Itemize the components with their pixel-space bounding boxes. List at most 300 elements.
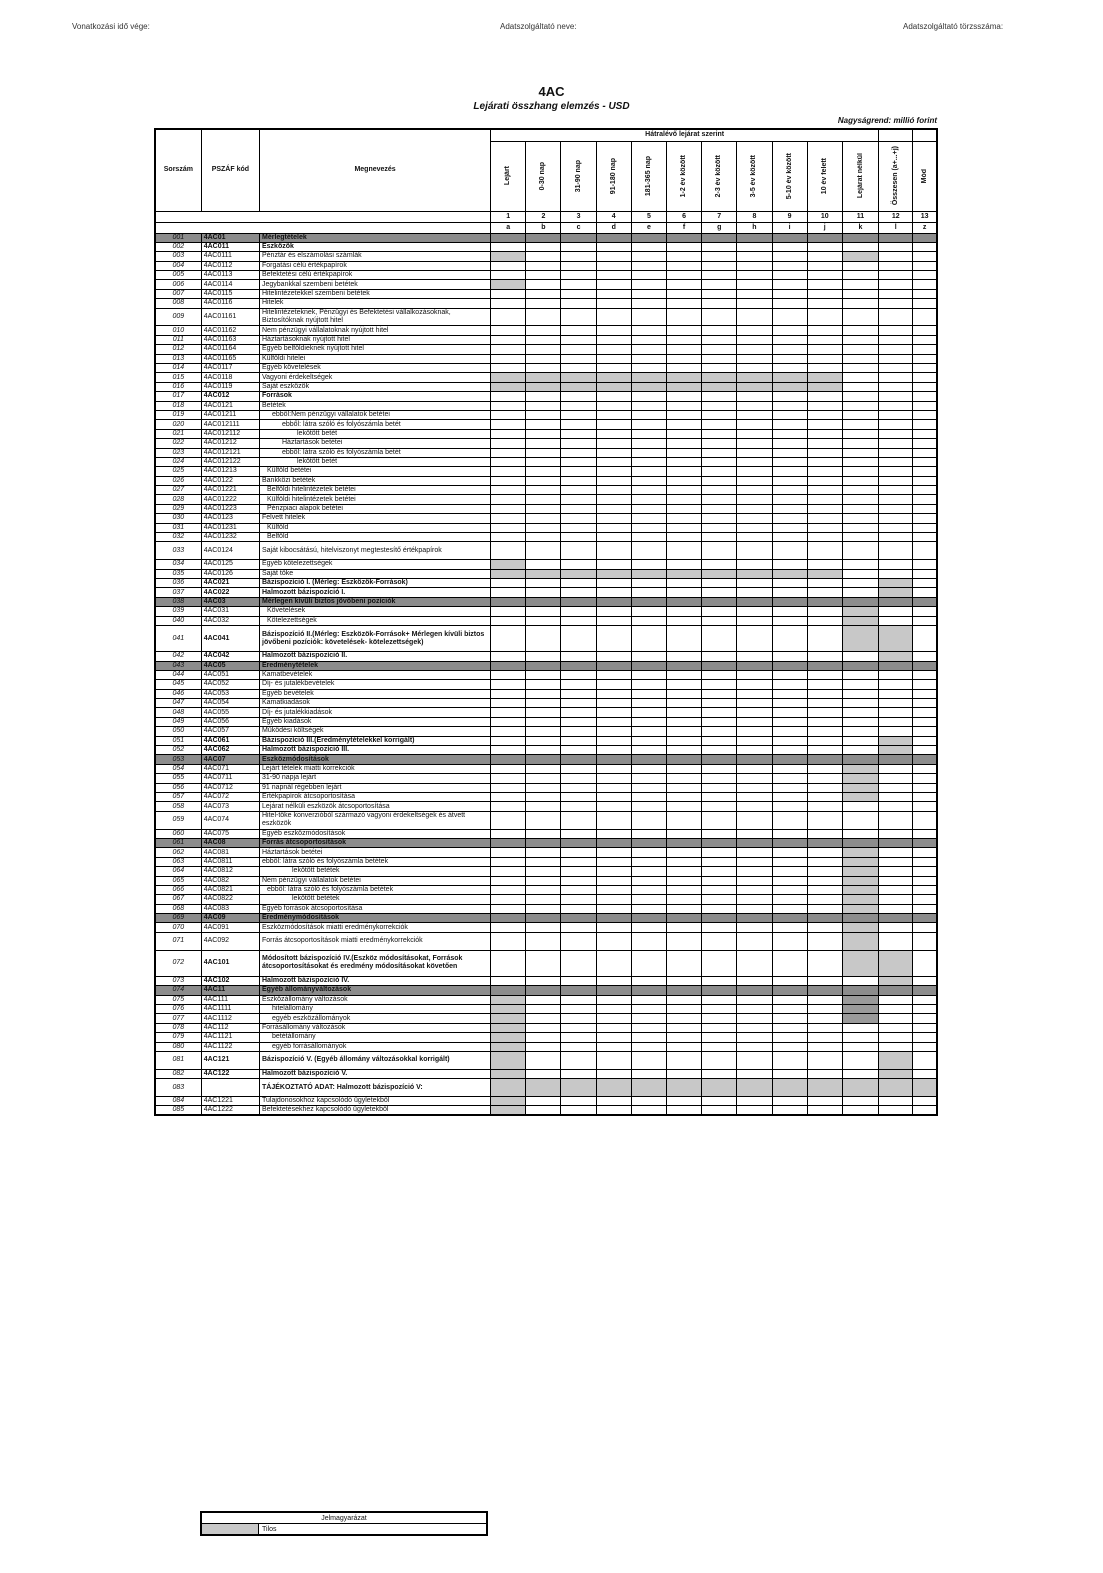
data-cell[interactable]: [807, 876, 842, 885]
data-cell[interactable]: [631, 885, 666, 894]
data-cell[interactable]: [772, 597, 807, 606]
data-cell[interactable]: [842, 382, 878, 391]
data-cell[interactable]: [772, 1079, 807, 1097]
data-cell[interactable]: [807, 829, 842, 838]
data-cell[interactable]: [491, 838, 526, 847]
data-cell[interactable]: [631, 271, 666, 280]
data-cell[interactable]: [631, 486, 666, 495]
data-cell[interactable]: [737, 736, 772, 745]
data-cell[interactable]: [737, 670, 772, 679]
data-cell[interactable]: [561, 838, 596, 847]
data-cell[interactable]: [596, 289, 631, 298]
data-cell[interactable]: [631, 382, 666, 391]
data-cell[interactable]: [842, 783, 878, 792]
data-cell[interactable]: [526, 774, 561, 783]
data-cell[interactable]: [491, 1096, 526, 1105]
data-cell[interactable]: [702, 392, 737, 401]
data-cell[interactable]: [561, 1079, 596, 1097]
data-cell[interactable]: [702, 811, 737, 829]
data-cell[interactable]: [807, 811, 842, 829]
data-cell[interactable]: [667, 867, 702, 876]
data-cell[interactable]: [561, 774, 596, 783]
data-cell[interactable]: [631, 736, 666, 745]
data-cell[interactable]: [667, 588, 702, 597]
data-cell[interactable]: [702, 560, 737, 569]
data-cell[interactable]: [491, 326, 526, 335]
data-cell[interactable]: [526, 995, 561, 1004]
data-cell[interactable]: [879, 560, 913, 569]
data-cell[interactable]: [561, 560, 596, 569]
data-cell[interactable]: [737, 783, 772, 792]
data-cell[interactable]: [702, 382, 737, 391]
data-cell[interactable]: [667, 932, 702, 950]
data-cell[interactable]: [667, 1096, 702, 1105]
data-cell[interactable]: [913, 923, 937, 932]
data-cell[interactable]: [631, 1005, 666, 1014]
data-cell[interactable]: [667, 1033, 702, 1042]
data-cell[interactable]: [561, 495, 596, 504]
data-cell[interactable]: [842, 876, 878, 885]
data-cell[interactable]: [561, 588, 596, 597]
data-cell[interactable]: [702, 950, 737, 976]
data-cell[interactable]: [491, 429, 526, 438]
data-cell[interactable]: [807, 1005, 842, 1014]
data-cell[interactable]: [702, 736, 737, 745]
data-cell[interactable]: [807, 448, 842, 457]
data-cell[interactable]: [737, 280, 772, 289]
data-cell[interactable]: [913, 652, 937, 661]
data-cell[interactable]: [702, 876, 737, 885]
data-cell[interactable]: [667, 476, 702, 485]
data-cell[interactable]: [913, 597, 937, 606]
data-cell[interactable]: [842, 280, 878, 289]
data-cell[interactable]: [667, 533, 702, 542]
data-cell[interactable]: [702, 588, 737, 597]
data-cell[interactable]: [842, 746, 878, 755]
data-cell[interactable]: [807, 1106, 842, 1116]
data-cell[interactable]: [879, 578, 913, 587]
data-cell[interactable]: [879, 1069, 913, 1078]
data-cell[interactable]: [491, 401, 526, 410]
data-cell[interactable]: [772, 588, 807, 597]
data-cell[interactable]: [561, 504, 596, 513]
data-cell[interactable]: [526, 280, 561, 289]
data-cell[interactable]: [561, 401, 596, 410]
data-cell[interactable]: [667, 1079, 702, 1097]
data-cell[interactable]: [526, 392, 561, 401]
data-cell[interactable]: [913, 932, 937, 950]
data-cell[interactable]: [879, 261, 913, 270]
data-cell[interactable]: [807, 995, 842, 1004]
data-cell[interactable]: [913, 542, 937, 560]
data-cell[interactable]: [561, 326, 596, 335]
data-cell[interactable]: [596, 1023, 631, 1032]
data-cell[interactable]: [737, 867, 772, 876]
data-cell[interactable]: [772, 261, 807, 270]
data-cell[interactable]: [879, 1033, 913, 1042]
data-cell[interactable]: [842, 736, 878, 745]
data-cell[interactable]: [491, 914, 526, 923]
data-cell[interactable]: [702, 233, 737, 242]
data-cell[interactable]: [807, 932, 842, 950]
data-cell[interactable]: [561, 363, 596, 372]
data-cell[interactable]: [561, 345, 596, 354]
data-cell[interactable]: [491, 616, 526, 625]
data-cell[interactable]: [631, 689, 666, 698]
data-cell[interactable]: [842, 811, 878, 829]
data-cell[interactable]: [737, 699, 772, 708]
data-cell[interactable]: [702, 261, 737, 270]
data-cell[interactable]: [561, 373, 596, 382]
data-cell[interactable]: [807, 727, 842, 736]
data-cell[interactable]: [842, 1106, 878, 1116]
data-cell[interactable]: [842, 764, 878, 773]
data-cell[interactable]: [596, 661, 631, 670]
data-cell[interactable]: [491, 1014, 526, 1023]
data-cell[interactable]: [913, 271, 937, 280]
data-cell[interactable]: [772, 495, 807, 504]
data-cell[interactable]: [772, 783, 807, 792]
data-cell[interactable]: [702, 914, 737, 923]
data-cell[interactable]: [842, 420, 878, 429]
data-cell[interactable]: [526, 542, 561, 560]
data-cell[interactable]: [631, 764, 666, 773]
data-cell[interactable]: [561, 699, 596, 708]
data-cell[interactable]: [772, 802, 807, 811]
data-cell[interactable]: [772, 504, 807, 513]
data-cell[interactable]: [772, 578, 807, 587]
data-cell[interactable]: [596, 1033, 631, 1042]
data-cell[interactable]: [879, 326, 913, 335]
data-cell[interactable]: [842, 467, 878, 476]
data-cell[interactable]: [737, 607, 772, 616]
data-cell[interactable]: [913, 708, 937, 717]
data-cell[interactable]: [631, 467, 666, 476]
data-cell[interactable]: [913, 533, 937, 542]
data-cell[interactable]: [596, 335, 631, 344]
data-cell[interactable]: [913, 746, 937, 755]
data-cell[interactable]: [807, 914, 842, 923]
data-cell[interactable]: [491, 410, 526, 419]
data-cell[interactable]: [631, 261, 666, 270]
data-cell[interactable]: [913, 354, 937, 363]
data-cell[interactable]: [772, 699, 807, 708]
data-cell[interactable]: [702, 995, 737, 1004]
data-cell[interactable]: [879, 504, 913, 513]
data-cell[interactable]: [596, 242, 631, 251]
data-cell[interactable]: [772, 1014, 807, 1023]
data-cell[interactable]: [879, 569, 913, 578]
data-cell[interactable]: [596, 308, 631, 326]
data-cell[interactable]: [667, 401, 702, 410]
data-cell[interactable]: [879, 345, 913, 354]
data-cell[interactable]: [491, 670, 526, 679]
data-cell[interactable]: [561, 542, 596, 560]
data-cell[interactable]: [491, 504, 526, 513]
data-cell[interactable]: [667, 495, 702, 504]
data-cell[interactable]: [737, 242, 772, 251]
data-cell[interactable]: [526, 904, 561, 913]
data-cell[interactable]: [807, 689, 842, 698]
data-cell[interactable]: [879, 542, 913, 560]
data-cell[interactable]: [561, 829, 596, 838]
data-cell[interactable]: [807, 950, 842, 976]
data-cell[interactable]: [737, 560, 772, 569]
data-cell[interactable]: [702, 363, 737, 372]
data-cell[interactable]: [561, 689, 596, 698]
data-cell[interactable]: [631, 392, 666, 401]
data-cell[interactable]: [631, 625, 666, 651]
data-cell[interactable]: [561, 457, 596, 466]
data-cell[interactable]: [667, 607, 702, 616]
data-cell[interactable]: [737, 410, 772, 419]
data-cell[interactable]: [667, 569, 702, 578]
data-cell[interactable]: [667, 560, 702, 569]
data-cell[interactable]: [913, 783, 937, 792]
data-cell[interactable]: [737, 523, 772, 532]
data-cell[interactable]: [879, 885, 913, 894]
data-cell[interactable]: [526, 560, 561, 569]
data-cell[interactable]: [737, 299, 772, 308]
data-cell[interactable]: [772, 429, 807, 438]
data-cell[interactable]: [913, 736, 937, 745]
data-cell[interactable]: [913, 429, 937, 438]
data-cell[interactable]: [807, 280, 842, 289]
data-cell[interactable]: [842, 533, 878, 542]
data-cell[interactable]: [667, 986, 702, 995]
data-cell[interactable]: [913, 467, 937, 476]
data-cell[interactable]: [491, 308, 526, 326]
data-cell[interactable]: [526, 1051, 561, 1069]
data-cell[interactable]: [667, 904, 702, 913]
data-cell[interactable]: [702, 467, 737, 476]
data-cell[interactable]: [737, 838, 772, 847]
data-cell[interactable]: [491, 932, 526, 950]
data-cell[interactable]: [631, 1042, 666, 1051]
data-cell[interactable]: [913, 335, 937, 344]
data-cell[interactable]: [879, 783, 913, 792]
data-cell[interactable]: [737, 429, 772, 438]
data-cell[interactable]: [807, 708, 842, 717]
data-cell[interactable]: [737, 420, 772, 429]
data-cell[interactable]: [842, 727, 878, 736]
data-cell[interactable]: [491, 717, 526, 726]
data-cell[interactable]: [913, 680, 937, 689]
data-cell[interactable]: [526, 976, 561, 985]
data-cell[interactable]: [913, 876, 937, 885]
data-cell[interactable]: [526, 746, 561, 755]
data-cell[interactable]: [561, 1069, 596, 1078]
data-cell[interactable]: [772, 616, 807, 625]
data-cell[interactable]: [667, 746, 702, 755]
data-cell[interactable]: [526, 523, 561, 532]
data-cell[interactable]: [807, 373, 842, 382]
data-cell[interactable]: [631, 670, 666, 679]
data-cell[interactable]: [913, 523, 937, 532]
data-cell[interactable]: [526, 661, 561, 670]
data-cell[interactable]: [807, 923, 842, 932]
data-cell[interactable]: [702, 354, 737, 363]
data-cell[interactable]: [913, 476, 937, 485]
data-cell[interactable]: [526, 420, 561, 429]
data-cell[interactable]: [667, 429, 702, 438]
data-cell[interactable]: [879, 680, 913, 689]
data-cell[interactable]: [702, 504, 737, 513]
data-cell[interactable]: [702, 457, 737, 466]
data-cell[interactable]: [526, 382, 561, 391]
data-cell[interactable]: [596, 373, 631, 382]
data-cell[interactable]: [842, 289, 878, 298]
data-cell[interactable]: [631, 373, 666, 382]
data-cell[interactable]: [772, 514, 807, 523]
data-cell[interactable]: [737, 857, 772, 866]
data-cell[interactable]: [702, 689, 737, 698]
data-cell[interactable]: [667, 308, 702, 326]
data-cell[interactable]: [807, 764, 842, 773]
data-cell[interactable]: [596, 995, 631, 1004]
data-cell[interactable]: [807, 308, 842, 326]
data-cell[interactable]: [737, 1005, 772, 1014]
data-cell[interactable]: [596, 392, 631, 401]
data-cell[interactable]: [596, 625, 631, 651]
data-cell[interactable]: [526, 308, 561, 326]
data-cell[interactable]: [526, 986, 561, 995]
data-cell[interactable]: [772, 1051, 807, 1069]
data-cell[interactable]: [879, 986, 913, 995]
data-cell[interactable]: [526, 895, 561, 904]
data-cell[interactable]: [842, 1014, 878, 1023]
data-cell[interactable]: [842, 495, 878, 504]
data-cell[interactable]: [667, 439, 702, 448]
data-cell[interactable]: [737, 439, 772, 448]
data-cell[interactable]: [807, 670, 842, 679]
data-cell[interactable]: [842, 354, 878, 363]
data-cell[interactable]: [491, 1023, 526, 1032]
data-cell[interactable]: [596, 467, 631, 476]
data-cell[interactable]: [913, 616, 937, 625]
data-cell[interactable]: [842, 373, 878, 382]
data-cell[interactable]: [879, 335, 913, 344]
data-cell[interactable]: [842, 439, 878, 448]
data-cell[interactable]: [842, 429, 878, 438]
data-cell[interactable]: [561, 448, 596, 457]
data-cell[interactable]: [667, 885, 702, 894]
data-cell[interactable]: [879, 995, 913, 1004]
data-cell[interactable]: [526, 923, 561, 932]
data-cell[interactable]: [842, 914, 878, 923]
data-cell[interactable]: [879, 429, 913, 438]
data-cell[interactable]: [561, 914, 596, 923]
data-cell[interactable]: [737, 588, 772, 597]
data-cell[interactable]: [631, 569, 666, 578]
data-cell[interactable]: [913, 950, 937, 976]
data-cell[interactable]: [913, 1069, 937, 1078]
data-cell[interactable]: [526, 429, 561, 438]
data-cell[interactable]: [807, 252, 842, 261]
data-cell[interactable]: [807, 410, 842, 419]
data-cell[interactable]: [842, 923, 878, 932]
data-cell[interactable]: [807, 652, 842, 661]
data-cell[interactable]: [667, 289, 702, 298]
data-cell[interactable]: [842, 476, 878, 485]
data-cell[interactable]: [702, 680, 737, 689]
data-cell[interactable]: [526, 486, 561, 495]
data-cell[interactable]: [772, 829, 807, 838]
data-cell[interactable]: [561, 252, 596, 261]
data-cell[interactable]: [526, 783, 561, 792]
data-cell[interactable]: [737, 1023, 772, 1032]
data-cell[interactable]: [491, 467, 526, 476]
data-cell[interactable]: [596, 1096, 631, 1105]
data-cell[interactable]: [596, 923, 631, 932]
data-cell[interactable]: [702, 838, 737, 847]
data-cell[interactable]: [807, 420, 842, 429]
data-cell[interactable]: [913, 792, 937, 801]
data-cell[interactable]: [526, 261, 561, 270]
data-cell[interactable]: [491, 495, 526, 504]
data-cell[interactable]: [526, 876, 561, 885]
data-cell[interactable]: [913, 569, 937, 578]
data-cell[interactable]: [879, 363, 913, 372]
data-cell[interactable]: [702, 652, 737, 661]
data-cell[interactable]: [491, 708, 526, 717]
data-cell[interactable]: [807, 597, 842, 606]
data-cell[interactable]: [526, 467, 561, 476]
data-cell[interactable]: [842, 717, 878, 726]
data-cell[interactable]: [879, 1005, 913, 1014]
data-cell[interactable]: [631, 523, 666, 532]
data-cell[interactable]: [737, 680, 772, 689]
data-cell[interactable]: [879, 401, 913, 410]
data-cell[interactable]: [667, 670, 702, 679]
data-cell[interactable]: [631, 1033, 666, 1042]
data-cell[interactable]: [491, 783, 526, 792]
data-cell[interactable]: [631, 299, 666, 308]
data-cell[interactable]: [913, 1042, 937, 1051]
data-cell[interactable]: [491, 1069, 526, 1078]
data-cell[interactable]: [561, 1023, 596, 1032]
data-cell[interactable]: [879, 932, 913, 950]
data-cell[interactable]: [491, 382, 526, 391]
data-cell[interactable]: [772, 717, 807, 726]
data-cell[interactable]: [772, 755, 807, 764]
data-cell[interactable]: [631, 616, 666, 625]
data-cell[interactable]: [879, 597, 913, 606]
data-cell[interactable]: [631, 439, 666, 448]
data-cell[interactable]: [561, 792, 596, 801]
data-cell[interactable]: [491, 560, 526, 569]
data-cell[interactable]: [491, 867, 526, 876]
data-cell[interactable]: [842, 755, 878, 764]
data-cell[interactable]: [842, 792, 878, 801]
data-cell[interactable]: [631, 242, 666, 251]
data-cell[interactable]: [737, 392, 772, 401]
data-cell[interactable]: [702, 410, 737, 419]
data-cell[interactable]: [913, 755, 937, 764]
data-cell[interactable]: [561, 625, 596, 651]
data-cell[interactable]: [772, 363, 807, 372]
data-cell[interactable]: [737, 467, 772, 476]
data-cell[interactable]: [842, 625, 878, 651]
data-cell[interactable]: [631, 533, 666, 542]
data-cell[interactable]: [596, 708, 631, 717]
data-cell[interactable]: [491, 1005, 526, 1014]
data-cell[interactable]: [807, 486, 842, 495]
data-cell[interactable]: [842, 607, 878, 616]
data-cell[interactable]: [596, 363, 631, 372]
data-cell[interactable]: [737, 354, 772, 363]
data-cell[interactable]: [667, 467, 702, 476]
